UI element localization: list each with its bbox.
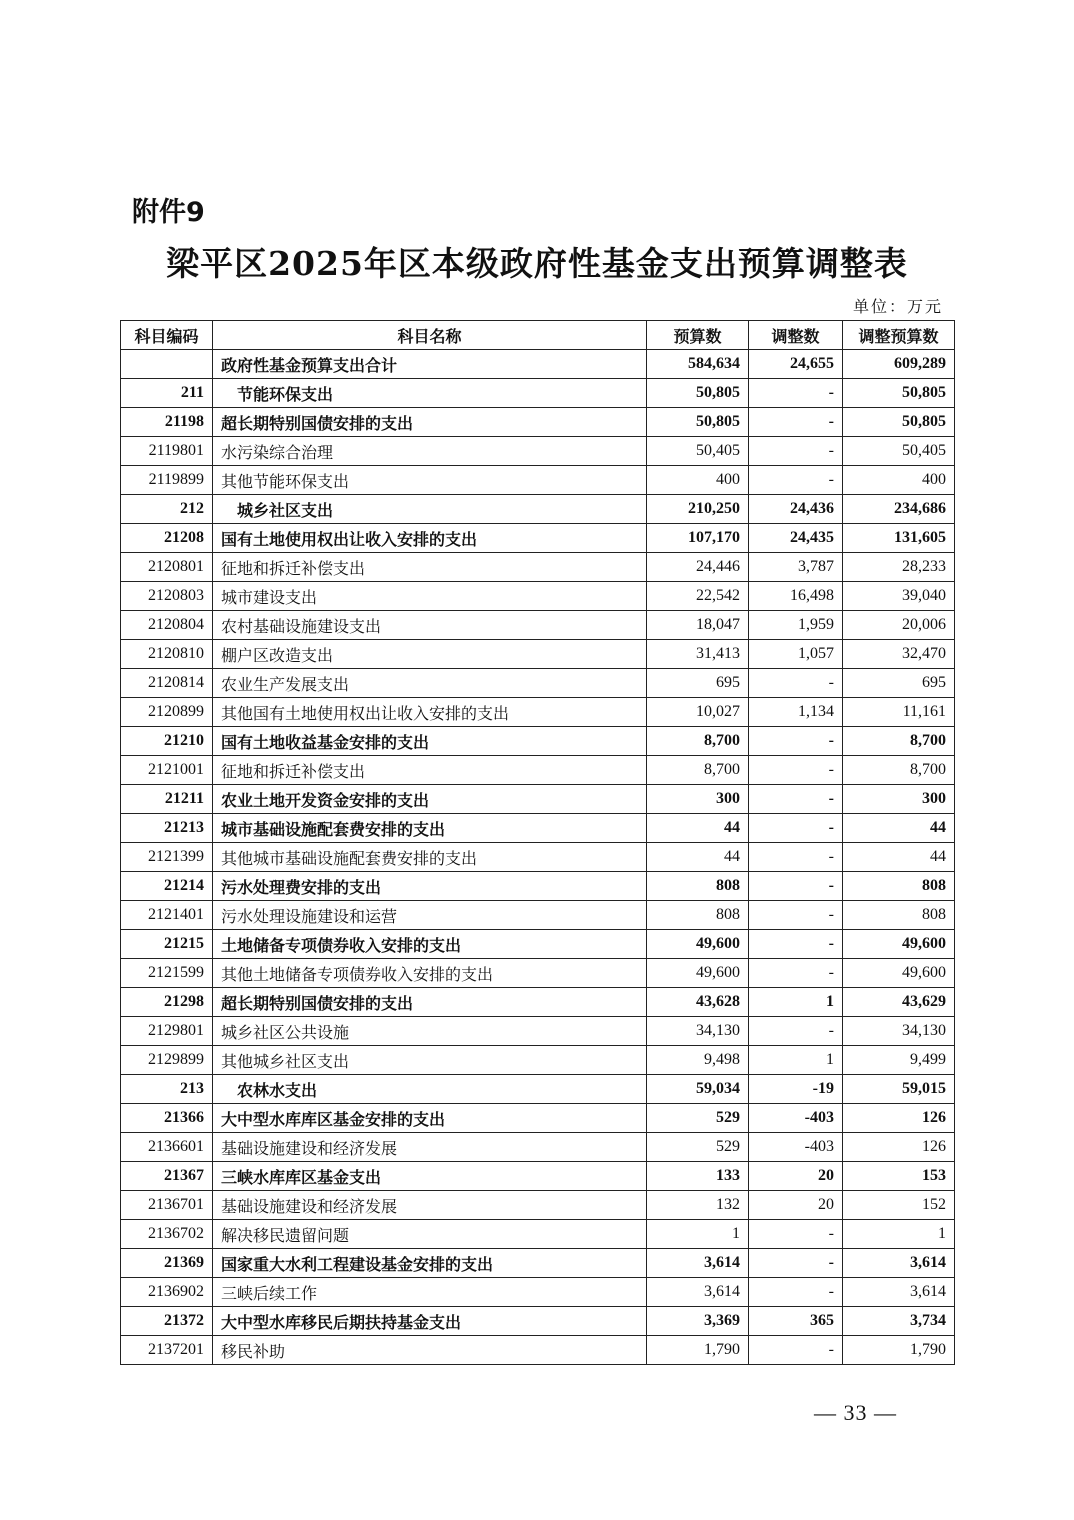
cell-adjusted: 3,614	[843, 1249, 955, 1278]
cell-adjusted: 808	[843, 901, 955, 930]
cell-adjusted: 1	[843, 1220, 955, 1249]
cell-adjusted: 39,040	[843, 582, 955, 611]
cell-adjusted: 49,600	[843, 959, 955, 988]
unit-label: 单位：万元	[852, 297, 943, 316]
cell-adjust: -	[749, 872, 843, 901]
cell-adjust: -	[749, 437, 843, 466]
table-row	[121, 1104, 955, 1133]
cell-code: 21198	[121, 408, 213, 437]
cell-code: 2136601	[121, 1133, 213, 1162]
table-row	[121, 495, 955, 524]
cell-adjust: -	[749, 727, 843, 756]
cell-code: 2129899	[121, 1046, 213, 1075]
table-row	[121, 640, 955, 669]
cell-adjust: -	[749, 379, 843, 408]
cell-adjust: -	[749, 1336, 843, 1365]
cell-budget: 22,542	[647, 582, 749, 611]
cell-adjusted: 34,130	[843, 1017, 955, 1046]
cell-budget: 49,600	[647, 959, 749, 988]
cell-adjusted: 8,700	[843, 727, 955, 756]
table-row	[121, 1017, 955, 1046]
table-row	[121, 988, 955, 1017]
cell-budget: 584,634	[647, 350, 749, 379]
cell-adjust: 20	[749, 1162, 843, 1191]
table-row	[121, 408, 955, 437]
cell-code: 213	[121, 1075, 213, 1104]
table-row	[121, 1307, 955, 1336]
cell-adjust: 1,959	[749, 611, 843, 640]
cell-budget: 529	[647, 1133, 749, 1162]
cell-adjusted: 3,614	[843, 1278, 955, 1307]
cell-adjust: -	[749, 466, 843, 495]
cell-code: 2119899	[121, 466, 213, 495]
cell-budget: 50,805	[647, 408, 749, 437]
cell-budget: 44	[647, 814, 749, 843]
cell-budget: 31,413	[647, 640, 749, 669]
cell-name: 三峡后续工作	[213, 1278, 647, 1307]
cell-name: 三峡水库库区基金支出	[213, 1162, 647, 1191]
cell-code: 21367	[121, 1162, 213, 1191]
cell-name: 超长期特别国债安排的支出	[213, 408, 647, 437]
cell-code: 21215	[121, 930, 213, 959]
cell-name: 其他城乡社区支出	[213, 1046, 647, 1075]
cell-name: 国有土地使用权出让收入安排的支出	[213, 524, 647, 553]
cell-adjusted: 20,006	[843, 611, 955, 640]
cell-name: 城市基础设施配套费安排的支出	[213, 814, 647, 843]
cell-name: 基础设施建设和经济发展	[213, 1191, 647, 1220]
cell-adjusted: 234,686	[843, 495, 955, 524]
cell-budget: 50,805	[647, 379, 749, 408]
col-header-adjusted: 调整预算数	[843, 321, 955, 350]
table-row	[121, 1278, 955, 1307]
table-row	[121, 1336, 955, 1365]
table-row	[121, 1046, 955, 1075]
cell-adjusted: 28,233	[843, 553, 955, 582]
cell-name: 农业土地开发资金安排的支出	[213, 785, 647, 814]
cell-adjusted: 695	[843, 669, 955, 698]
cell-budget: 1,790	[647, 1336, 749, 1365]
cell-name: 大中型水库移民后期扶持基金支出	[213, 1307, 647, 1336]
cell-name: 其他国有土地使用权出让收入安排的支出	[213, 698, 647, 727]
cell-code: 2120801	[121, 553, 213, 582]
cell-code: 2120810	[121, 640, 213, 669]
table-row	[121, 930, 955, 959]
cell-budget: 43,628	[647, 988, 749, 1017]
cell-budget: 808	[647, 872, 749, 901]
budget-table	[120, 320, 955, 1365]
cell-budget: 3,614	[647, 1278, 749, 1307]
table-row	[121, 379, 955, 408]
cell-code: 2120803	[121, 582, 213, 611]
cell-adjusted: 8,700	[843, 756, 955, 785]
cell-code: 211	[121, 379, 213, 408]
cell-code: 2120899	[121, 698, 213, 727]
table-header-row	[121, 321, 955, 350]
table-row	[121, 1162, 955, 1191]
cell-name: 国有土地收益基金安排的支出	[213, 727, 647, 756]
cell-name: 污水处理费安排的支出	[213, 872, 647, 901]
cell-name: 城乡社区支出	[213, 495, 647, 524]
cell-adjust: -	[749, 1278, 843, 1307]
cell-adjusted: 153	[843, 1162, 955, 1191]
cell-adjusted: 131,605	[843, 524, 955, 553]
cell-adjust: -	[749, 408, 843, 437]
cell-adjusted: 50,805	[843, 408, 955, 437]
table-body	[121, 350, 955, 1365]
cell-adjust: 1	[749, 988, 843, 1017]
cell-adjust: 24,436	[749, 495, 843, 524]
cell-adjusted: 9,499	[843, 1046, 955, 1075]
cell-name: 征地和拆迁补偿支出	[213, 553, 647, 582]
cell-adjusted: 3,734	[843, 1307, 955, 1336]
table-row	[121, 524, 955, 553]
cell-name: 征地和拆迁补偿支出	[213, 756, 647, 785]
cell-budget: 49,600	[647, 930, 749, 959]
table-row	[121, 785, 955, 814]
cell-adjusted: 126	[843, 1104, 955, 1133]
cell-code: 212	[121, 495, 213, 524]
table-row	[121, 1220, 955, 1249]
cell-adjust: -	[749, 959, 843, 988]
cell-adjust: 1	[749, 1046, 843, 1075]
cell-adjusted: 50,405	[843, 437, 955, 466]
cell-adjust: -	[749, 756, 843, 785]
table-row	[121, 1249, 955, 1278]
cell-code: 2136902	[121, 1278, 213, 1307]
table-row	[121, 1133, 955, 1162]
cell-budget: 400	[647, 466, 749, 495]
page-number: — 33 —	[814, 1400, 897, 1425]
cell-adjust: -	[749, 814, 843, 843]
table-row	[121, 553, 955, 582]
cell-name: 土地储备专项债券收入安排的支出	[213, 930, 647, 959]
cell-name: 城乡社区公共设施	[213, 1017, 647, 1046]
cell-name: 污水处理设施建设和运营	[213, 901, 647, 930]
cell-name: 大中型水库库区基金安排的支出	[213, 1104, 647, 1133]
cell-name: 解决移民遗留问题	[213, 1220, 647, 1249]
cell-code: 21211	[121, 785, 213, 814]
cell-adjusted: 43,629	[843, 988, 955, 1017]
cell-budget: 9,498	[647, 1046, 749, 1075]
cell-adjust: -	[749, 1220, 843, 1249]
cell-budget: 107,170	[647, 524, 749, 553]
cell-budget: 34,130	[647, 1017, 749, 1046]
attachment-label: 附件9	[132, 197, 205, 228]
document-title: 梁平区2025年区本级政府性基金支出预算调整表	[166, 244, 908, 283]
cell-budget: 210,250	[647, 495, 749, 524]
table-row	[121, 350, 955, 379]
cell-budget: 1	[647, 1220, 749, 1249]
cell-name: 水污染综合治理	[213, 437, 647, 466]
cell-name: 其他节能环保支出	[213, 466, 647, 495]
table-row	[121, 843, 955, 872]
cell-code: 21208	[121, 524, 213, 553]
cell-name: 其他城市基础设施配套费安排的支出	[213, 843, 647, 872]
cell-name: 农林水支出	[213, 1075, 647, 1104]
table-row	[121, 466, 955, 495]
cell-adjusted: 400	[843, 466, 955, 495]
cell-name: 超长期特别国债安排的支出	[213, 988, 647, 1017]
cell-adjusted: 300	[843, 785, 955, 814]
cell-adjust: -	[749, 843, 843, 872]
cell-code	[121, 350, 213, 379]
cell-budget: 133	[647, 1162, 749, 1191]
col-header-name: 科目名称	[213, 321, 647, 350]
cell-adjust: 16,498	[749, 582, 843, 611]
cell-budget: 695	[647, 669, 749, 698]
table-row	[121, 582, 955, 611]
cell-code: 21298	[121, 988, 213, 1017]
cell-adjust: 1,057	[749, 640, 843, 669]
table-row	[121, 1191, 955, 1220]
cell-adjusted: 50,805	[843, 379, 955, 408]
cell-adjusted: 126	[843, 1133, 955, 1162]
cell-code: 2136702	[121, 1220, 213, 1249]
table-row	[121, 959, 955, 988]
cell-name: 节能环保支出	[213, 379, 647, 408]
cell-code: 2129801	[121, 1017, 213, 1046]
table-row	[121, 669, 955, 698]
cell-adjust: -	[749, 930, 843, 959]
cell-code: 21214	[121, 872, 213, 901]
table-row	[121, 756, 955, 785]
cell-adjusted: 44	[843, 843, 955, 872]
cell-name: 农业生产发展支出	[213, 669, 647, 698]
cell-name: 政府性基金预算支出合计	[213, 350, 647, 379]
table-row	[121, 814, 955, 843]
cell-adjust: -	[749, 1249, 843, 1278]
cell-adjust: 20	[749, 1191, 843, 1220]
col-header-adjust: 调整数	[749, 321, 843, 350]
cell-code: 2121401	[121, 901, 213, 930]
cell-code: 2136701	[121, 1191, 213, 1220]
cell-name: 棚户区改造支出	[213, 640, 647, 669]
cell-adjust: 3,787	[749, 553, 843, 582]
cell-adjust: -19	[749, 1075, 843, 1104]
cell-name: 移民补助	[213, 1336, 647, 1365]
cell-adjusted: 808	[843, 872, 955, 901]
cell-code: 2121001	[121, 756, 213, 785]
cell-code: 2120804	[121, 611, 213, 640]
table-row	[121, 698, 955, 727]
cell-budget: 10,027	[647, 698, 749, 727]
cell-adjust: -	[749, 901, 843, 930]
cell-budget: 3,369	[647, 1307, 749, 1336]
cell-name: 基础设施建设和经济发展	[213, 1133, 647, 1162]
col-header-budget: 预算数	[647, 321, 749, 350]
cell-adjust: 1,134	[749, 698, 843, 727]
cell-adjusted: 1,790	[843, 1336, 955, 1365]
cell-adjust: -	[749, 1017, 843, 1046]
cell-budget: 18,047	[647, 611, 749, 640]
cell-adjusted: 609,289	[843, 350, 955, 379]
cell-adjusted: 32,470	[843, 640, 955, 669]
cell-adjust: 24,655	[749, 350, 843, 379]
cell-adjust: -	[749, 785, 843, 814]
cell-code: 2119801	[121, 437, 213, 466]
cell-budget: 808	[647, 901, 749, 930]
cell-budget: 8,700	[647, 756, 749, 785]
cell-budget: 8,700	[647, 727, 749, 756]
cell-code: 21372	[121, 1307, 213, 1336]
cell-adjust: -403	[749, 1133, 843, 1162]
cell-adjusted: 49,600	[843, 930, 955, 959]
cell-code: 21213	[121, 814, 213, 843]
cell-budget: 44	[647, 843, 749, 872]
cell-adjust: 365	[749, 1307, 843, 1336]
cell-adjust: 24,435	[749, 524, 843, 553]
cell-adjusted: 152	[843, 1191, 955, 1220]
cell-name: 国家重大水利工程建设基金安排的支出	[213, 1249, 647, 1278]
cell-name: 农村基础设施建设支出	[213, 611, 647, 640]
cell-adjust: -403	[749, 1104, 843, 1133]
cell-budget: 300	[647, 785, 749, 814]
cell-budget: 59,034	[647, 1075, 749, 1104]
cell-code: 2121599	[121, 959, 213, 988]
cell-budget: 529	[647, 1104, 749, 1133]
cell-adjusted: 44	[843, 814, 955, 843]
cell-code: 21210	[121, 727, 213, 756]
table-row	[121, 727, 955, 756]
table-row	[121, 437, 955, 466]
cell-adjust: -	[749, 669, 843, 698]
cell-name: 其他土地储备专项债券收入安排的支出	[213, 959, 647, 988]
cell-budget: 3,614	[647, 1249, 749, 1278]
cell-code: 21369	[121, 1249, 213, 1278]
table-row	[121, 872, 955, 901]
cell-code: 2121399	[121, 843, 213, 872]
table-row	[121, 611, 955, 640]
cell-adjusted: 11,161	[843, 698, 955, 727]
cell-code: 21366	[121, 1104, 213, 1133]
cell-budget: 132	[647, 1191, 749, 1220]
cell-code: 2137201	[121, 1336, 213, 1365]
table-row	[121, 1075, 955, 1104]
col-header-code: 科目编码	[121, 321, 213, 350]
cell-adjusted: 59,015	[843, 1075, 955, 1104]
cell-code: 2120814	[121, 669, 213, 698]
cell-budget: 50,405	[647, 437, 749, 466]
table-row	[121, 901, 955, 930]
cell-name: 城市建设支出	[213, 582, 647, 611]
cell-budget: 24,446	[647, 553, 749, 582]
